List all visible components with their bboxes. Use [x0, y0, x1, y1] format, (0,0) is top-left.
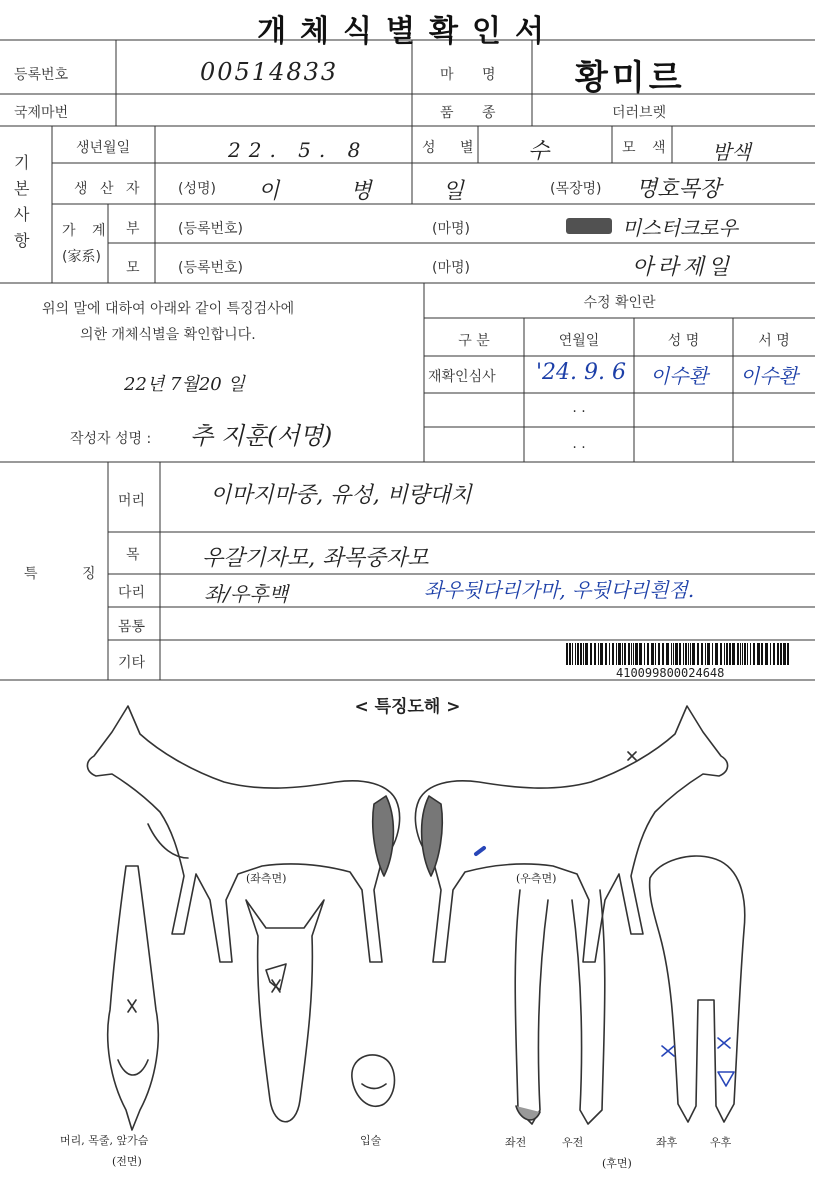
barcode-bar: [583, 643, 584, 665]
barcode-bar: [705, 643, 706, 665]
breeder-name-value: 이 병 일: [258, 179, 496, 204]
birth-label: 생년월일: [76, 140, 131, 156]
writer-signature: 추 지훈(서명): [190, 422, 333, 450]
barcode-bar: [644, 643, 645, 665]
barcode-bar: [647, 643, 649, 665]
horse-muzzle-figure: [352, 1055, 395, 1106]
breeder-label: 생 산 자: [74, 181, 144, 197]
horse-right-side-figure: [415, 706, 727, 962]
barcode-bar: [631, 643, 632, 665]
intl-no-label: 국제마번: [14, 105, 69, 121]
features-section-label: 특 징: [24, 566, 116, 582]
barcode-bar: [783, 643, 786, 665]
barcode-bar: [605, 643, 607, 665]
revision-header-type: 구 분: [458, 333, 490, 349]
barcode-bar: [744, 643, 746, 665]
barcode-bar: [577, 643, 579, 665]
statement-line-2: 의한 개체식별을 확인합니다.: [80, 327, 256, 343]
barcode-bar: [683, 643, 684, 665]
dam-label: 모: [126, 260, 140, 276]
dam-reg-label: (등록번호): [178, 260, 244, 276]
barcode-bar: [692, 643, 695, 665]
barcode-bar: [651, 643, 654, 665]
barcode-bar: [622, 643, 623, 665]
writer-label: 작성자 성명 :: [70, 431, 152, 447]
horse-hind-legs-figure: [650, 856, 745, 1122]
barcode-bar: [729, 643, 731, 665]
barcode-bar: [720, 643, 722, 665]
head-value: 이마지마중, 유성, 비량대치: [210, 483, 472, 508]
barcode-bar: [726, 643, 728, 665]
color-label: 모 색: [622, 140, 672, 156]
barcode-bar: [740, 643, 741, 665]
front-right-caption: 우전: [562, 1136, 584, 1149]
farm-value: 명호목장: [636, 177, 722, 202]
farm-label: (목장명): [550, 181, 602, 197]
barcode-number: 410099800024648: [616, 666, 725, 680]
revision-row-1-sign: 이수환: [740, 364, 798, 388]
left-side-caption: (좌측면): [246, 872, 287, 885]
barcode-bar: [761, 643, 763, 665]
barcode-bar: [732, 643, 735, 665]
barcode-bar: [724, 643, 725, 665]
barcode-bar: [685, 643, 687, 665]
barcode-bar: [612, 643, 614, 665]
birth-value: 22. 5. 8: [228, 138, 369, 162]
color-value: 밤색: [712, 140, 751, 164]
revision-header-sign: 서 명: [758, 333, 790, 349]
barcode-bar: [712, 643, 713, 665]
pedigree-label: 가 계: [62, 223, 112, 239]
barcode-bar: [635, 643, 638, 665]
barcode-bar: [594, 643, 596, 665]
breeder-name-label: (성명): [178, 181, 216, 197]
barcode-bar: [773, 643, 775, 665]
statement-line-1: 위의 말에 대하여 아래와 같이 특징검사에: [42, 301, 295, 317]
barcode-bar: [580, 643, 582, 665]
pedigree-hanja: (家系): [62, 249, 101, 265]
barcode-bar: [777, 643, 779, 665]
barcode-bar: [697, 643, 699, 665]
barcode-bar: [679, 643, 681, 665]
rear-caption: (후면): [602, 1157, 632, 1170]
barcode-bar: [658, 643, 660, 665]
barcode-bar: [666, 643, 669, 665]
barcode-bar: [757, 643, 760, 665]
breed-value: 더러브렛: [612, 105, 667, 121]
barcode-bar: [624, 643, 626, 665]
barcode-bar: [616, 643, 617, 665]
barcode-bar: [675, 643, 678, 665]
barcode-bar: [750, 643, 751, 665]
dam-name-label: (마명): [432, 260, 470, 276]
barcode-bar: [787, 643, 789, 665]
barcode-bar: [715, 643, 718, 665]
barcode-bar: [566, 643, 568, 665]
horse-neck-top-figure: [108, 866, 159, 1130]
barcode-bar: [737, 643, 739, 665]
barcode-bar: [742, 643, 743, 665]
barcode-bar: [639, 643, 642, 665]
leg-label: 다리: [118, 585, 146, 601]
horse-name-value: 황미르: [575, 58, 686, 98]
sire-name-label: (마명): [432, 221, 470, 237]
leg-value-2: 좌우뒷다리가마, 우뒷다리흰점.: [424, 578, 695, 602]
barcode-bar: [688, 643, 689, 665]
front-caption: (전면): [112, 1155, 142, 1168]
reg-no-label: 등록번호: [14, 67, 69, 83]
barcode-bar: [633, 643, 634, 665]
strikeout-mark: [566, 218, 612, 234]
head-label: 머리: [118, 493, 146, 509]
barcode-bar: [753, 643, 755, 665]
barcode-bar: [707, 643, 710, 665]
sire-label: 부: [126, 221, 140, 237]
barcode-bar: [671, 643, 672, 665]
neck-value: 우갈기자모, 좌목중자모: [202, 546, 429, 571]
barcode-bar: [600, 643, 603, 665]
revision-row-1-name: 이수환: [650, 364, 708, 388]
revision-row-2-date: . .: [572, 400, 586, 416]
barcode-bar: [572, 643, 573, 665]
neck-label: 목: [126, 547, 140, 563]
barcode-bar: [609, 643, 610, 665]
document-title: 개체식별확인서: [257, 14, 558, 49]
reg-no-value: 00514833: [200, 58, 339, 86]
breed-label: 품 종: [440, 105, 508, 121]
barcode-bar: [585, 643, 588, 665]
barcode-image: [566, 643, 792, 667]
sire-name-value: 미스터크로우: [622, 216, 738, 240]
right-side-caption: (우측면): [516, 872, 557, 885]
horse-front-legs-figure: [515, 890, 605, 1124]
barcode-bar: [628, 643, 630, 665]
revision-row-1-date: '24. 9. 6: [536, 360, 627, 385]
horse-diagram: [0, 700, 815, 1185]
sex-value: 수: [528, 139, 550, 164]
barcode-bar: [569, 643, 571, 665]
horse-left-side-figure: [87, 706, 399, 962]
leg-value-1: 좌/우후백: [204, 582, 289, 606]
basic-section-label: 기본사항: [14, 153, 30, 250]
barcode-bar: [765, 643, 768, 665]
barcode-bar: [590, 643, 592, 665]
hind-left-caption: 좌후: [656, 1136, 678, 1149]
barcode-bar: [673, 643, 674, 665]
barcode-bar: [662, 643, 664, 665]
barcode-bar: [618, 643, 621, 665]
horse-name-label: 마 명: [440, 67, 508, 83]
diagram-title: < 특징도해 >: [354, 697, 461, 717]
lips-caption: 입술: [360, 1134, 382, 1147]
front-left-caption: 좌전: [505, 1136, 527, 1149]
horse-head-front-figure: [246, 900, 324, 1122]
barcode-bar: [598, 643, 599, 665]
revision-title: 수정 확인란: [583, 295, 656, 311]
sire-reg-label: (등록번호): [178, 221, 244, 237]
barcode-bar: [780, 643, 782, 665]
confirm-date: 22년 7월20 일: [124, 374, 245, 395]
barcode-bar: [770, 643, 771, 665]
revision-header-date: 연월일: [558, 333, 600, 349]
sex-label: 성 별: [422, 140, 484, 156]
barcode-bar: [747, 643, 748, 665]
barcode-bar: [690, 643, 691, 665]
barcode-bar: [575, 643, 576, 665]
hind-right-caption: 우후: [710, 1136, 732, 1149]
body-label: 몸통: [118, 619, 146, 635]
revision-header-name: 성 명: [667, 333, 700, 349]
other-label: 기타: [118, 655, 146, 671]
revision-row-3-date: . .: [572, 436, 586, 452]
barcode-bar: [655, 643, 656, 665]
dam-name-value: 아라제일: [632, 255, 734, 280]
neck-caption: 머리, 목줄, 앞가슴: [60, 1134, 149, 1147]
barcode-bar: [701, 643, 703, 665]
revision-row-1-type: 재확인심사: [428, 369, 496, 385]
